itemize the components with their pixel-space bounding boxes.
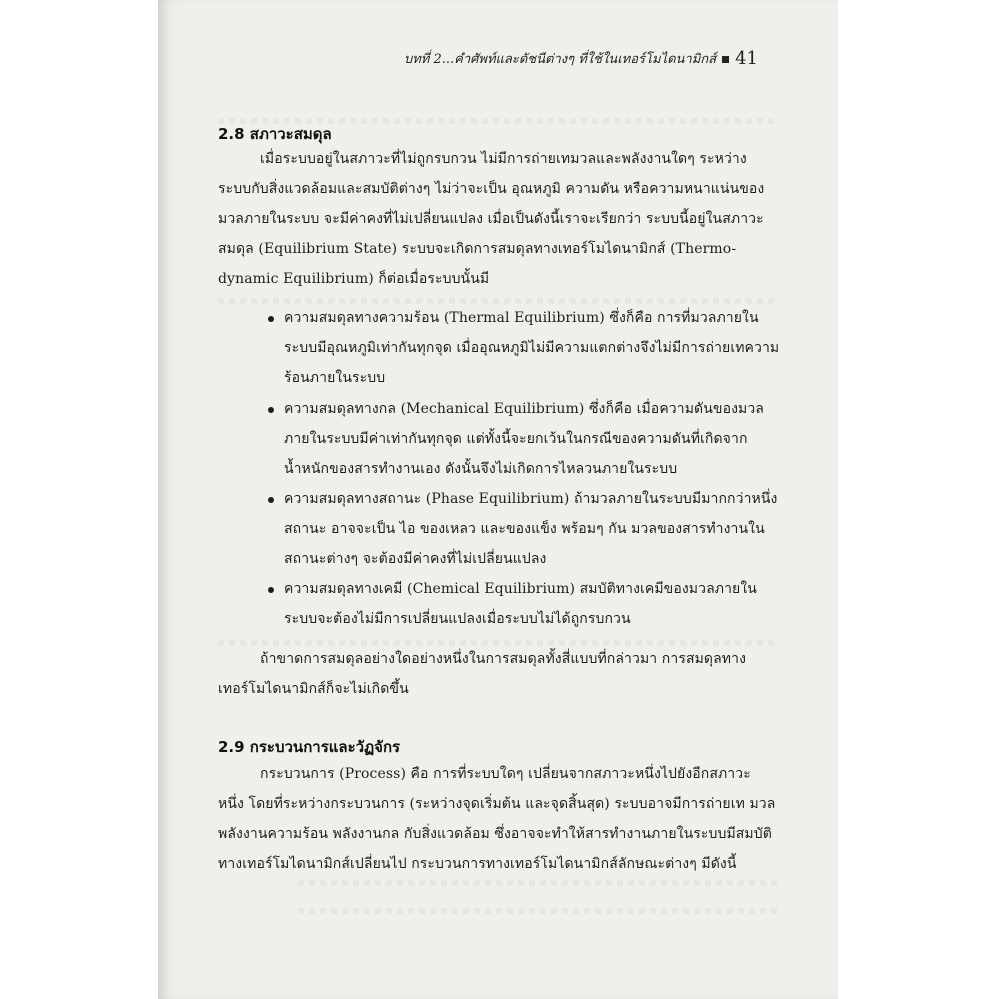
paragraph-line: กระบวนการ (Process) คือ การที่ระบบใดๆ เปลี่ยนจากสภาวะหนึ่งไปยังอีกสภาวะ [260,766,751,782]
paragraph-line: มวลภายในระบบ จะมีค่าคงที่ไม่เปลี่ยนแปลง เมื่อเป็นดังนี้เราจะเรียกว่า ระบบนี้อยู่ในสภาวะ [218,211,764,227]
running-header [404,48,758,69]
bullet-line: ระบบมีอุณหภูมิเท่ากันทุกจุด เมื่ออุณหภูมิไม่มีความแตกต่างจึงไม่มีการถ่ายเทความ [284,340,780,356]
bullet-line: ความสมดุลทางความร้อน (Thermal Equilibrium) ซึ่งก็คือ การที่มวลภายใน [284,310,759,326]
paragraph-line: เทอร์โมไดนามิกส์ก็จะไม่เกิดขึ้น [218,681,409,697]
bullet-line: สถานะ อาจจะเป็น ไอ ของเหลว และของแข็ง พร้อมๆ กัน มวลของสารทำงานใน [284,521,765,537]
show-through-mark [298,908,778,914]
paragraph-line: สมดุล (Equilibrium State) ระบบจะเกิดการสมดุลทางเทอร์โมไดนามิกส์ (Thermo- [218,241,737,257]
show-through-mark [218,298,778,304]
bullet-icon [268,587,274,593]
paragraph-line: ระบบกับสิ่งแวดล้อมและสมบัติต่างๆ ไม่ว่าจะเป็น อุณหภูมิ ความดัน หรือความหนาแน่นของ [218,181,765,197]
paragraph-line: ถ้าขาดการสมดุลอย่างใดอย่างหนึ่งในการสมดุลทั้งสี่แบบที่กล่าวมา การสมดุลทาง [260,651,747,667]
show-through-mark [218,640,778,646]
bullet-line: สถานะต่างๆ จะต้องมีค่าคงที่ไม่เปลี่ยนแปลง [284,551,547,567]
paragraph-line: ทางเทอร์โมไดนามิกส์เปลี่ยนไป กระบวนการทางเทอร์โมไดนามิกส์ลักษณะต่างๆ มีดังนี้ [218,856,737,872]
bullet-line: น้ำหนักของสารทำงานเอง ดังนั้นจึงไม่เกิดการไหลวนภายในระบบ [284,461,678,477]
section-heading-2-8: 2.8 สภาวะสมดุล [218,125,332,143]
show-through-mark [298,880,778,886]
bullet-icon [268,497,274,503]
bullet-line: ระบบจะต้องไม่มีการเปลี่ยนแปลงเมื่อระบบไม่ได้ถูกรบกวน [284,611,631,627]
paragraph-line: dynamic Equilibrium) ก็ต่อเมื่อระบบนั้นมี [218,271,490,287]
paragraph-line: หนึ่ง โดยที่ระหว่างกระบวนการ (ระหว่างจุดเริ่มต้น และจุดสิ้นสุด) ระบบอาจมีการถ่ายเท มวล [218,796,776,812]
bullet-line: ความสมดุลทางกล (Mechanical Equilibrium) ซึ่งก็คือ เมื่อความดันของมวล [284,401,764,417]
page-number: 41 [735,48,758,69]
bullet-line: ความสมดุลทางสถานะ (Phase Equilibrium) ถ้ามวลภายในระบบมีมากกว่าหนึ่ง [284,491,778,507]
bullet-icon [268,316,274,322]
bullet-line: ความสมดุลทางเคมี (Chemical Equilibrium) สมบัติทางเคมีของมวลภายใน [284,581,757,597]
book-page [158,0,838,999]
paragraph-line: พลังงานความร้อน พลังงานกล กับสิ่งแวดล้อม ซึ่งอาจจะทำให้สารทำงานภายในระบบมีสมบัติ [218,826,772,842]
paragraph-line: เมื่อระบบอยู่ในสภาวะที่ไม่ถูกรบกวน ไม่มีการถ่ายเทมวลและพลังงานใดๆ ระหว่าง [260,151,747,167]
bullet-line: ภายในระบบมีค่าเท่ากันทุกจุด แต่ทั้งนี้จะยกเว้นในกรณีของความดันที่เกิดจาก [284,431,748,447]
running-title: บทที่ 2...คำศัพท์และดัชนีต่างๆ ที่ใช้ในเทอร์โมไดนามิกส์ [403,52,717,67]
bullet-line: ร้อนภายในระบบ [284,370,386,386]
separator-square-icon [722,56,729,63]
bullet-icon [268,407,274,413]
section-heading-2-9: 2.9 กระบวนการและวัฏจักร [218,738,401,756]
